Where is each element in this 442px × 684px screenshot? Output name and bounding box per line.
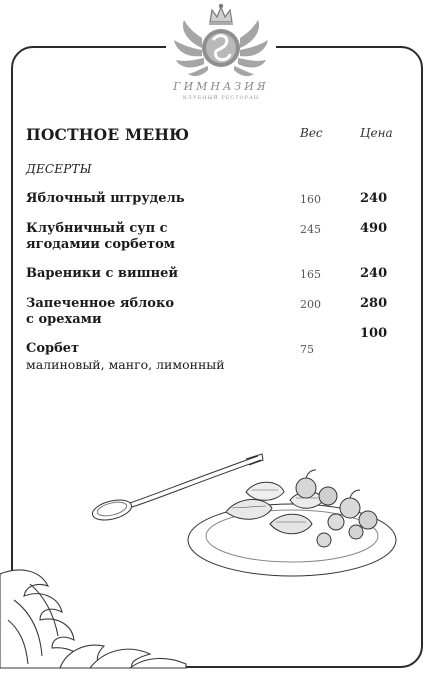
item-name-sorbet: Сорбет xyxy=(26,341,80,356)
item-name-strawberry-soup: Клубничный суп с ягодамии сорбетом xyxy=(26,221,176,252)
item-price-baked-apple: 280 xyxy=(360,296,388,311)
item-weight-sorbet: 75 xyxy=(300,343,314,356)
item-weight-baked-apple: 200 xyxy=(300,298,321,311)
brand-subtitle: КЛУБНЫЙ РЕСТОРАН xyxy=(182,95,260,101)
item-name-vareniki: Вареники с вишней xyxy=(26,266,179,281)
item-price-vareniki: 240 xyxy=(360,266,388,281)
weight-column-header: Вес xyxy=(300,126,323,140)
menu-title: ПОСТНОЕ МЕНЮ xyxy=(26,125,190,144)
item-weight-vareniki: 165 xyxy=(300,268,321,281)
dessert-plate-sketch-icon xyxy=(186,466,402,586)
brand-name: ГИМНАЗИЯ xyxy=(173,80,269,93)
section-title: ДЕСЕРТЫ xyxy=(26,162,92,176)
item-price-sorbet: 100 xyxy=(360,326,388,341)
item-price-strawberry-soup: 490 xyxy=(360,221,388,236)
item-weight-strawberry-soup: 245 xyxy=(300,223,321,236)
price-column-header: Цена xyxy=(360,126,393,140)
item-price-strudel: 240 xyxy=(360,191,388,206)
acanthus-leaf-ornament-icon xyxy=(0,560,200,684)
item-name-strudel: Яблочный штрудель xyxy=(26,191,185,206)
item-name-baked-apple: Запеченное яблоко с орехами xyxy=(26,296,175,327)
item-description-sorbet: малиновый, манго, лимонный xyxy=(26,357,225,372)
item-weight-strudel: 160 xyxy=(300,193,321,206)
